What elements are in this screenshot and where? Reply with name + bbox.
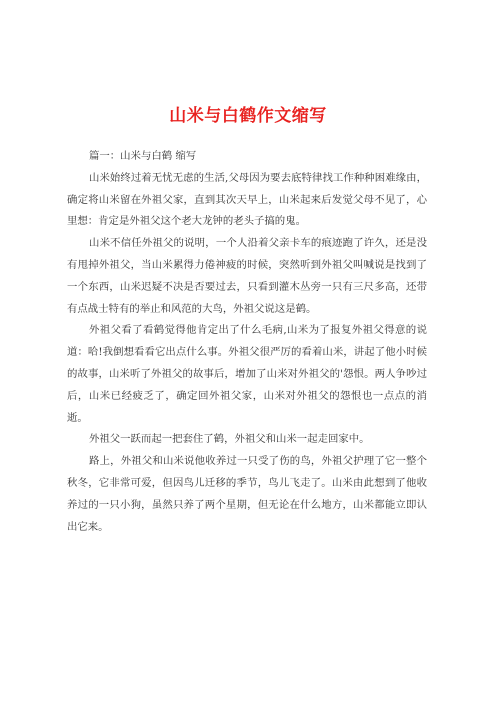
paragraph-4: 外祖父一跃而起一把套住了鹤，外祖父和山米一起走回家中。 [89, 433, 370, 446]
paragraph-3: 外祖父看了看鹤觉得他肯定出了什么毛病,山米为了报复外祖父得意的说道：哈!我倒想看看它出点什么事。外祖父很严厉的看着山米，讲起了他小时候的故事，山米听了外祖父的故事后，增加了山米对外祖父的'怨恨。两人争吵过后，山米已经疲乏了，确定回外祖父家，山米对外祖父的怨恨也一点点的消逝。 [67, 324, 427, 424]
paragraph-1: 山米始终过着无忧无虑的生活,父母因为要去底特律找工作种种困难缘由，确定将山米留在外祖父家，直到其次天早上，山米起来后发觉父母不见了，心里想：肯定是外祖父这个老大龙钟的老头子搞的鬼。 [67, 171, 427, 228]
paragraph-2: 山米不信任外祖父的说明，一个人沿着父亲卡车的痕迹跑了许久，还是没有甩掉外祖父，当山米累得力倦神疲的时候，突然听到外祖父叫喊说是找到了一个东西，山米迟疑不决是否要过去，只看到灌木丛旁一只有三尺多高，还带有点战士特有的举止和风范的大鸟，外祖父说这是鹤。 [67, 237, 427, 315]
section-heading: 篇一：山米与白鹤 缩写 [89, 150, 197, 162]
document-body [67, 146, 427, 538]
paragraph-5: 路上，外祖父和山米说他收养过一只受了伤的鸟，外祖父护理了它一整个秋冬，它非常可爱，但因鸟儿迁移的季节，鸟儿飞走了。山米由此想到了他收养过的一只小狗，虽然只养了两个星期，但无论在什么地方，山米都能立即认出它来。 [67, 455, 427, 533]
document-title: 山米与白鹤作文缩写 [169, 106, 327, 126]
